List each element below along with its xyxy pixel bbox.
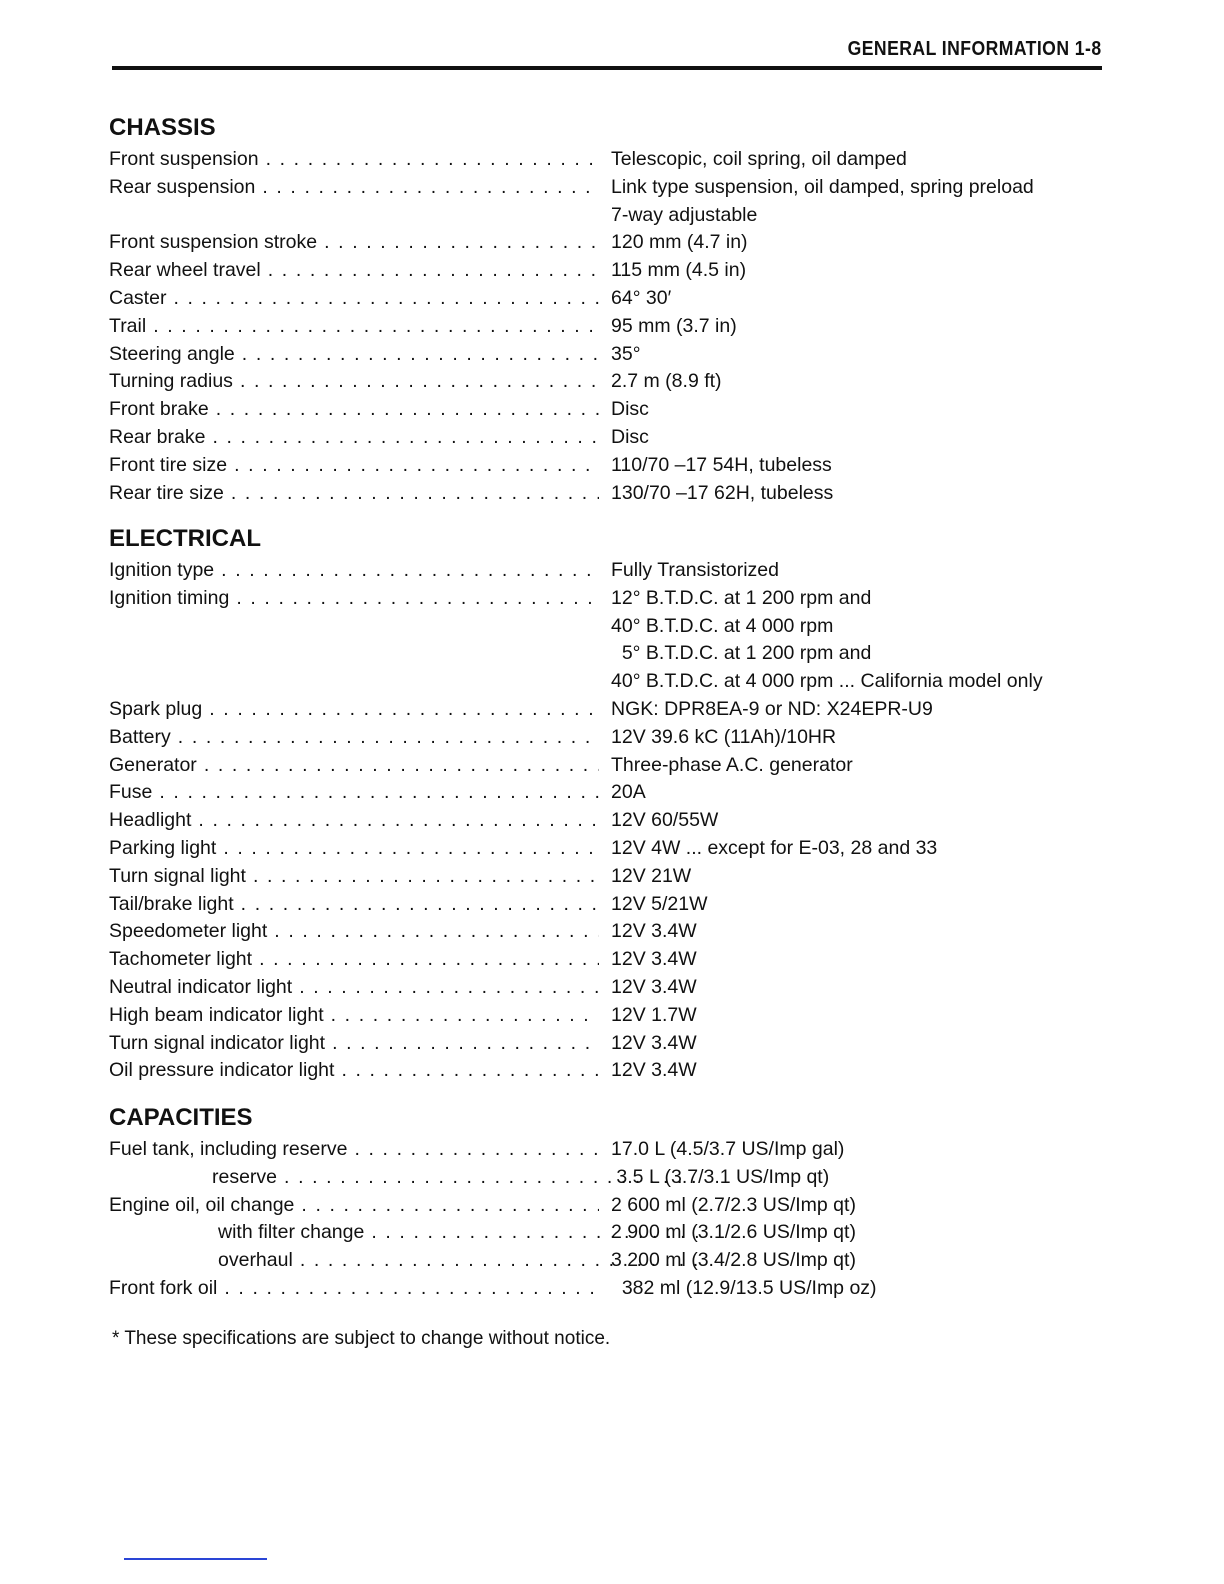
spec-value: 12V 3.4W — [611, 1031, 697, 1054]
spec-value: Link type suspension, oil damped, spring preload — [611, 175, 1034, 198]
spec-value: 12° B.T.D.C. at 1 200 rpm and — [611, 586, 872, 609]
spec-label: Rear wheel travel . . . — [109, 257, 599, 285]
spec-label: Generator . . . — [109, 752, 599, 780]
capacities-section — [109, 1102, 1109, 1303]
spec-label: Front suspension . . . — [109, 146, 599, 174]
spec-row — [109, 974, 1109, 1002]
spec-label: High beam indicator light . . . — [109, 1002, 599, 1030]
spec-label: Turn signal indicator light . . . — [109, 1030, 599, 1058]
electrical-section — [109, 523, 1109, 1085]
spec-value: 2 600 ml (2.7/2.3 US/Imp qt) — [611, 1193, 856, 1216]
spec-label: Rear suspension . . . — [109, 174, 599, 202]
spec-row — [109, 480, 1109, 508]
spec-value: 382 ml (12.9/13.5 US/Imp oz) — [611, 1276, 877, 1299]
spec-label: Oil pressure indicator light . . . — [109, 1057, 599, 1085]
spec-label: Caster . . . — [109, 285, 599, 313]
spec-label: Rear tire size . . . — [109, 480, 599, 508]
spec-row — [109, 146, 1109, 174]
spec-row — [109, 946, 1109, 974]
chassis-section — [109, 112, 1109, 507]
spec-value: Fully Transistorized — [611, 559, 779, 581]
spec-value: 12V 39.6 kC (11Ah)/10HR — [611, 725, 837, 748]
spec-row — [109, 918, 1109, 946]
spec-value: NGK: DPR8EA-9 or ND: X24EPR-U9 — [611, 697, 933, 720]
spec-value: 64° 30′ — [611, 286, 672, 309]
spec-value: 12V 1.7W — [611, 1003, 697, 1026]
spec-label: Turn signal light . . . — [109, 863, 599, 891]
spec-row — [109, 807, 1109, 835]
spec-value: 12V 3.4W — [611, 1059, 697, 1082]
spec-value: Disc — [611, 398, 649, 421]
spec-row — [109, 835, 1109, 863]
spec-row — [109, 285, 1109, 313]
spec-row — [109, 1247, 1109, 1275]
spec-value: Telescopic, coil spring, oil damped — [611, 148, 907, 170]
spec-row — [109, 585, 1109, 613]
spec-row — [109, 452, 1109, 480]
spec-value: 12V 5/21W — [611, 892, 708, 915]
divider — [124, 1558, 267, 1560]
spec-value: 115 mm (4.5 in) — [611, 259, 747, 282]
spec-value: 35° — [611, 342, 641, 365]
chassis-heading: CHASSIS — [109, 114, 216, 141]
spec-row — [109, 640, 1109, 668]
spec-label: Front tire size . . . — [109, 452, 599, 480]
spec-value: 130/70 –17 62H, tubeless — [611, 481, 834, 504]
spec-row — [109, 1030, 1109, 1058]
spec-value: 12V 3.4W — [611, 920, 697, 943]
spec-row — [109, 1275, 1109, 1303]
spec-row — [109, 341, 1109, 369]
spec-label: Tachometer light . . . — [109, 946, 599, 974]
spec-row — [109, 863, 1109, 891]
spec-row — [109, 752, 1109, 780]
spec-value: 2 900 ml (3.1/2.6 US/Imp qt) — [611, 1221, 856, 1244]
spec-label: Ignition type . . . — [109, 557, 599, 585]
spec-row — [109, 424, 1109, 452]
spec-row — [109, 696, 1109, 724]
spec-value: 120 mm (4.7 in) — [611, 231, 748, 254]
spec-value: Disc — [611, 425, 649, 448]
spec-value: 40° B.T.D.C. at 4 000 rpm ... California model only — [611, 670, 1043, 693]
spec-row — [109, 724, 1109, 752]
spec-label: Fuse . . . — [109, 779, 599, 807]
spec-row — [109, 613, 1109, 641]
spec-row — [109, 779, 1109, 807]
header-title: GENERAL INFORMATION 1-8 — [848, 38, 1102, 60]
spec-label: Trail . . . — [109, 313, 599, 341]
spec-label: reserve . . . — [109, 1164, 702, 1192]
capacities-heading: CAPACITIES — [109, 1104, 253, 1131]
spec-value: 12V 21W — [611, 864, 692, 887]
spec-value: 12V 3.4W — [611, 948, 697, 971]
spec-label: Fuel tank, including reserve . . . — [109, 1136, 599, 1164]
spec-row — [109, 396, 1109, 424]
spec-label: Front brake . . . — [109, 396, 599, 424]
spec-value: 5° B.T.D.C. at 1 200 rpm and — [611, 642, 872, 665]
spec-row — [109, 557, 1109, 585]
spec-row — [109, 229, 1109, 257]
spec-row — [109, 1057, 1109, 1085]
spec-label: Neutral indicator light . . . — [109, 974, 599, 1002]
spec-label: Turning radius . . . — [109, 368, 599, 396]
spec-label: Front suspension stroke . . . — [109, 229, 599, 257]
spec-row — [109, 1002, 1109, 1030]
spec-row — [109, 313, 1109, 341]
spec-row — [109, 174, 1109, 202]
spec-row — [109, 1219, 1109, 1247]
spec-label: with filter change . . . — [109, 1219, 708, 1247]
footnote: * These specifications are subject to change without notice. — [112, 1328, 611, 1349]
spec-label: Parking light . . . — [109, 835, 599, 863]
spec-value: 7-way adjustable — [611, 203, 758, 226]
spec-value: 3.5 L (3.7/3.1 US/Imp qt) — [611, 1165, 830, 1188]
spec-label: Tail/brake light . . . — [109, 891, 599, 919]
page-header — [112, 38, 1102, 70]
spec-label: Headlight . . . — [109, 807, 599, 835]
spec-value: 2.7 m (8.9 ft) — [611, 370, 722, 393]
spec-row — [109, 257, 1109, 285]
spec-value: 12V 3.4W — [611, 975, 697, 998]
spec-value: 95 mm (3.7 in) — [611, 314, 737, 337]
spec-value: 20A — [611, 781, 646, 804]
spec-value: Three-phase A.C. generator — [611, 753, 853, 776]
spec-value: 12V 60/55W — [611, 809, 719, 832]
spec-value: 3 200 ml (3.4/2.8 US/Imp qt) — [611, 1249, 856, 1272]
spec-value: 40° B.T.D.C. at 4 000 rpm — [611, 614, 834, 637]
spec-row — [109, 1164, 1109, 1192]
spec-label: Front fork oil . . . — [109, 1275, 599, 1303]
spec-row — [109, 668, 1109, 696]
spec-row — [109, 202, 1109, 230]
spec-row — [109, 1136, 1109, 1164]
spec-row — [109, 891, 1109, 919]
spec-label: Rear brake . . . — [109, 424, 599, 452]
spec-row — [109, 368, 1109, 396]
spec-value: 110/70 –17 54H, tubeless — [611, 453, 832, 476]
spec-label: Speedometer light . . . — [109, 918, 599, 946]
spec-label: Spark plug . . . — [109, 696, 599, 724]
spec-value: 17.0 L (4.5/3.7 US/Imp gal) — [611, 1138, 845, 1160]
spec-value: 12V 4W ... except for E-03, 28 and 33 — [611, 836, 938, 859]
electrical-heading: ELECTRICAL — [109, 525, 261, 552]
spec-row — [109, 1192, 1109, 1220]
spec-label: Engine oil, oil change . . . — [109, 1192, 599, 1220]
spec-label: overhaul . . . — [109, 1247, 708, 1275]
spec-label: Battery . . . — [109, 724, 599, 752]
spec-label: Steering angle . . . — [109, 341, 599, 369]
spec-label: Ignition timing . . . — [109, 585, 599, 613]
